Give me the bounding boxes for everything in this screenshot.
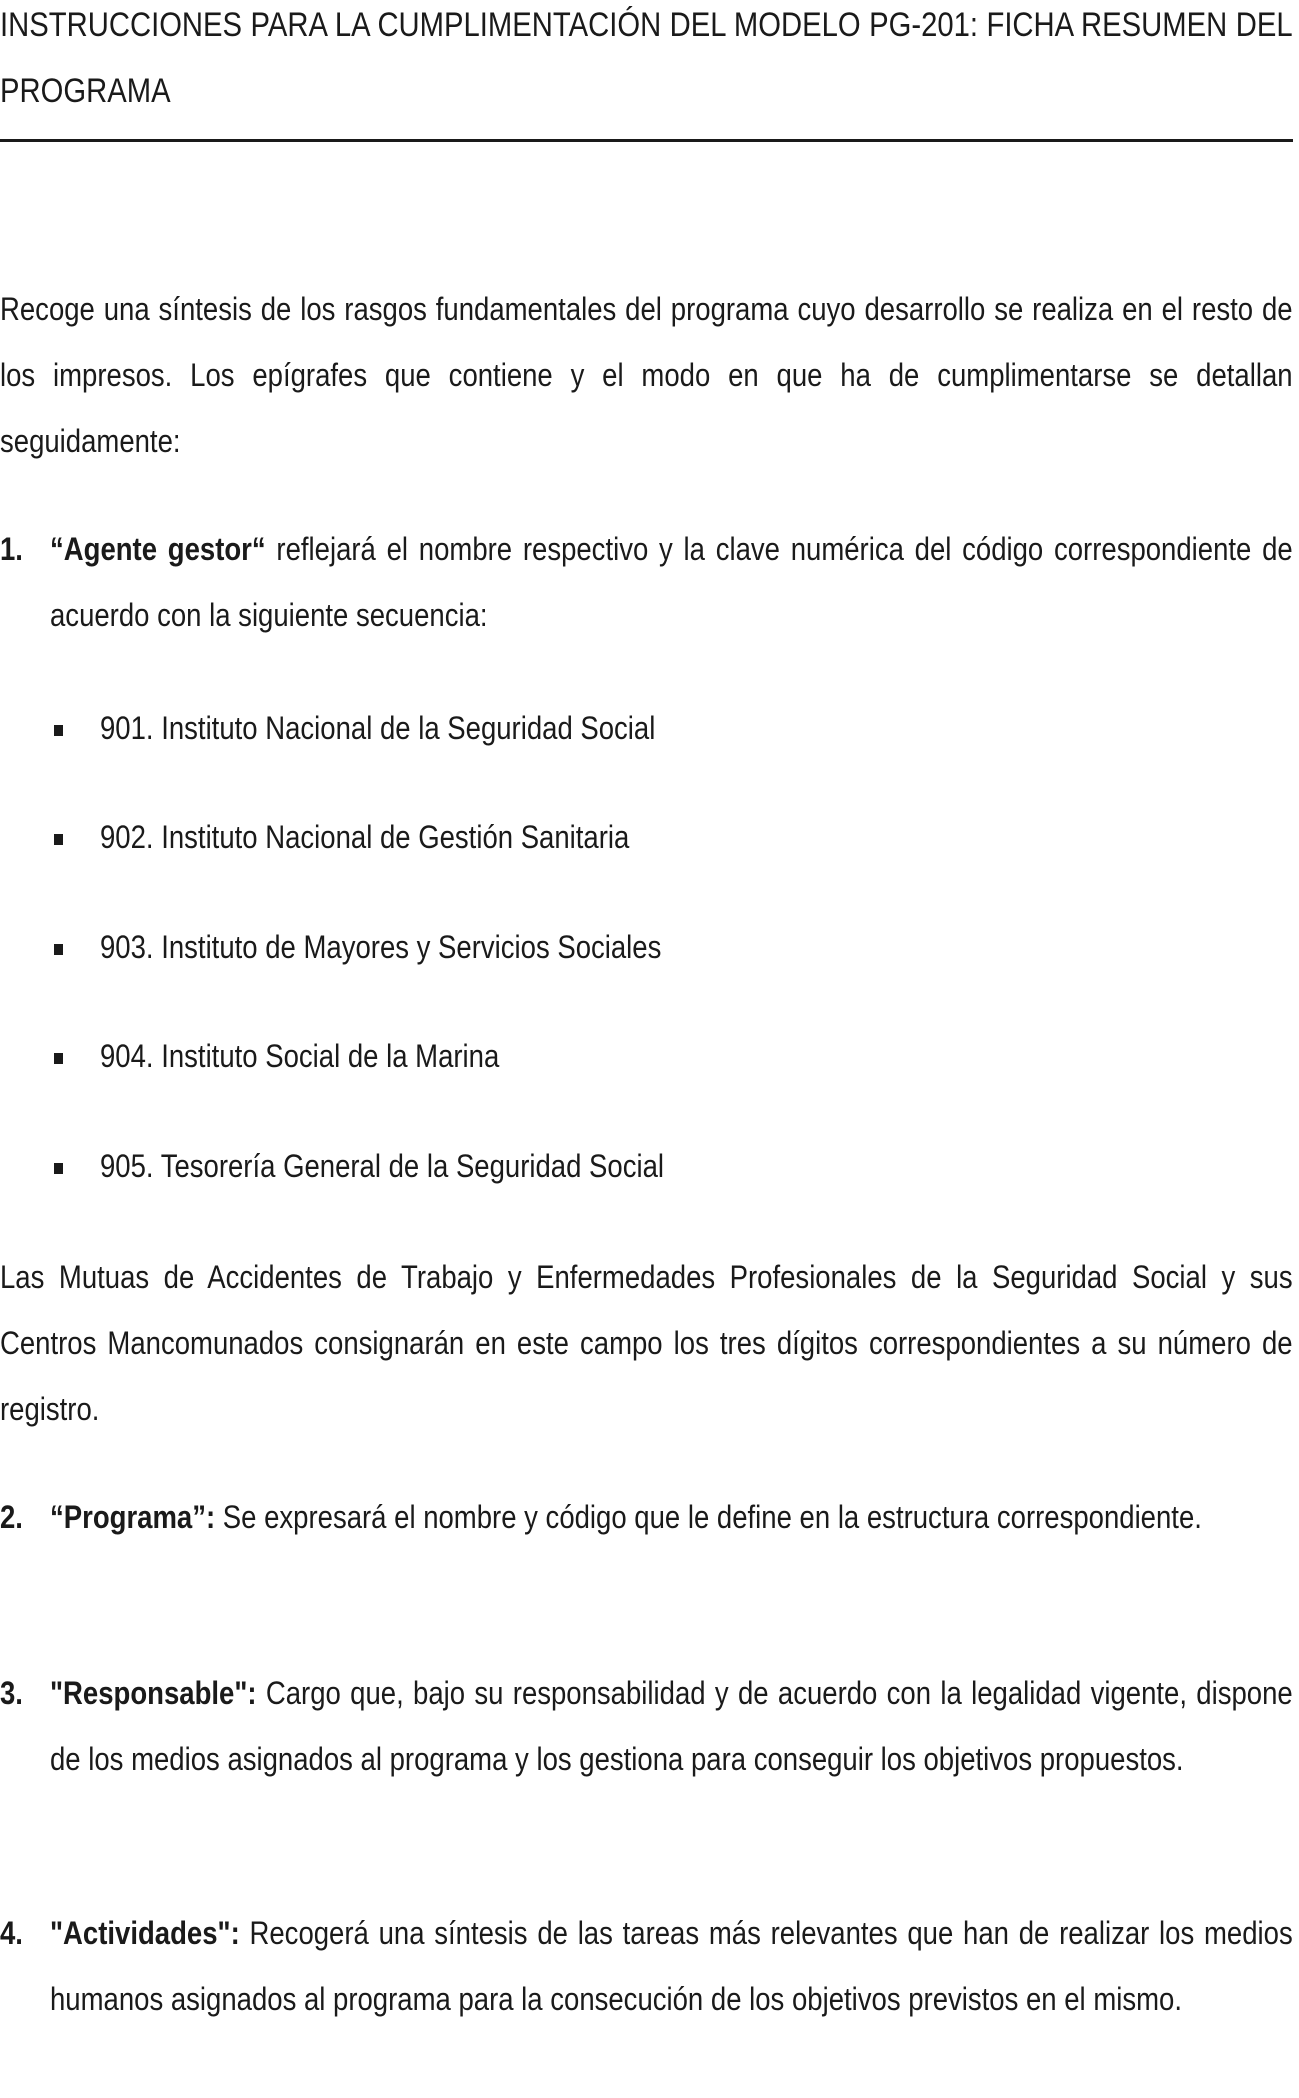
agent-code-label: 904. Instituto Social de la Marina [100, 1038, 500, 1074]
item-number: 1. [0, 531, 23, 567]
item-text: reflejará el nombre respectivo y la clave numérica del código correspondiente de acuerdo con la siguiente secuencia: [50, 531, 1293, 633]
agent-code-label: 902. Instituto Nacional de Gestión Sanitaria [100, 819, 630, 855]
title-divider [0, 139, 1293, 142]
item-actividades [0, 1900, 1293, 2098]
item-paragraph [50, 1660, 1293, 1792]
item-responsable [0, 1660, 1293, 1858]
agent-code-label: 903. Instituto de Mayores y Servicios Sociales [100, 929, 662, 965]
item-label: "Actividades": [50, 1915, 240, 1951]
document-title: INSTRUCCIONES PARA LA CUMPLIMENTACIÓN DEL MODELO PG-201: FICHA RESUMEN DEL PROGRAMA [0, 6, 1293, 110]
bullet-icon [54, 1053, 63, 1064]
item-number: 4. [0, 1915, 23, 1951]
item-text: Cargo que, bajo su responsabilidad y de acuerdo con la legalidad vigente, dispone de los medios asignados al programa y los gestiona para conseguir los objetivos propuestos. [50, 1675, 1293, 1777]
list-item [0, 817, 1293, 857]
item-agente-gestor [0, 516, 1293, 648]
item-paragraph [50, 516, 1293, 648]
item-label: “Agente gestor“ [50, 531, 266, 567]
agent-code-list [0, 708, 1293, 1188]
bullet-icon [54, 944, 63, 955]
item-text: Se expresará el nombre y código que le define en la estructura correspondiente. [222, 1499, 1202, 1535]
list-item [0, 1036, 1293, 1076]
intro-block [0, 276, 1293, 474]
item-number: 3. [0, 1675, 23, 1711]
list-item [0, 708, 1293, 748]
list-item [0, 1146, 1293, 1186]
item-programa [0, 1484, 1293, 1616]
intro-paragraph: Recoge una síntesis de los rasgos fundamentales del programa cuyo desarrollo se realiza en el resto de los impresos. Los epígrafes que contiene y el modo en que ha de cumplimentarse se detallan seguidamente: [0, 291, 1293, 459]
item-number: 2. [0, 1499, 23, 1535]
item-paragraph [50, 1484, 1293, 1550]
bullet-icon [54, 725, 63, 736]
list-item [0, 927, 1293, 967]
item-label: "Responsable": [50, 1675, 257, 1711]
agent-code-label: 905. Tesorería General de la Seguridad Social [100, 1148, 665, 1184]
bullet-icon [54, 834, 63, 845]
item-label: “Programa”: [50, 1499, 216, 1535]
mutuas-paragraph: Las Mutuas de Accidentes de Trabajo y Enfermedades Profesionales de la Seguridad Social y sus Centros Mancomunados consignarán en este campo los tres dígitos correspondientes a su número de registro. [0, 1259, 1293, 1427]
title-block [0, 0, 1293, 124]
agent-code-label: 901. Instituto Nacional de la Seguridad Social [100, 710, 656, 746]
item-text: Recogerá una síntesis de las tareas más relevantes que han de realizar los medios humanos asignados al programa para la consecución de los objetivos previstos en el mismo. [50, 1915, 1293, 2017]
mutuas-block [0, 1244, 1293, 1442]
item-paragraph [50, 1900, 1293, 2032]
bullet-icon [54, 1163, 63, 1174]
